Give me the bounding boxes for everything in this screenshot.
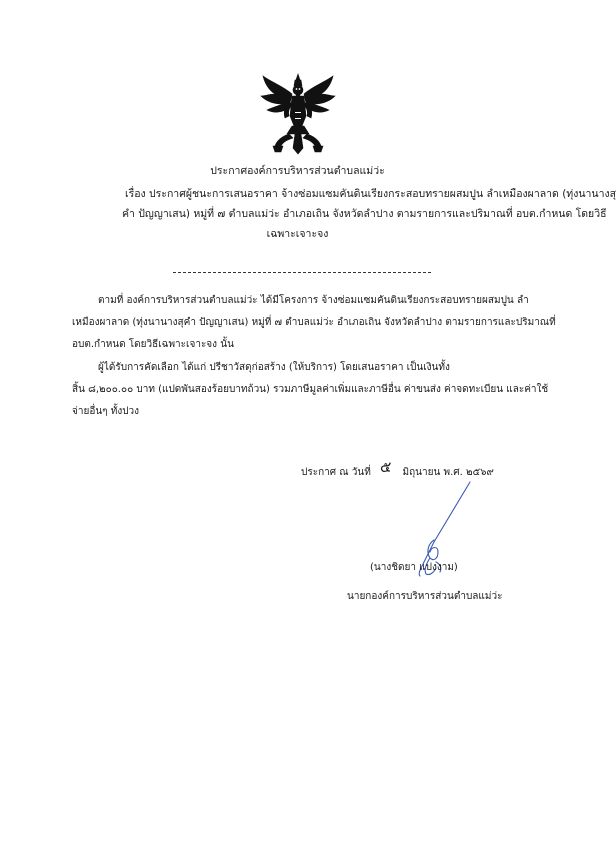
- paragraph-2-line-2: สิ้น ๘,๒๐๐.๐๐ บาท (แปดพันสองร้อยบาทถ้วน) รวมภาษีมูลค่าเพิ่มและภาษีอื่น ค่าขนส่ง ค่าจดทะเบียน และค่าใช้: [72, 384, 549, 395]
- paragraph-1-line-2: เหมืองผาลาด (ทุ่งนานางสุคำ ปัญญาเสน) หมู่ที่ ๗ ตำบลแม่ว่ะ อำเภอเถิน จังหวัดลำปาง ตามรายการและปริมาณที่: [72, 317, 556, 328]
- signer-position: นายกองค์การบริหารส่วนตำบลแม่ว่ะ: [347, 591, 503, 602]
- garuda-emblem-icon: [259, 72, 337, 156]
- subject-line-2: คำ ปัญญาเสน) หมู่ที่ ๗ ตำบลแม่ว่ะ อำเภอเถิน จังหวัดลำปาง ตามรายการและปริมาณที่ อบต.กำหนด โดยวิธี: [122, 208, 607, 220]
- paragraph-1-line-1: ตามที่ องค์การบริหารส่วนตำบลแม่ว่ะ ได้มีโครงการ จ้างซ่อมแซมคันดินเรียงกระสอบทรายผสมปูน ลำ: [98, 295, 529, 306]
- date-day-handwritten: ๕: [379, 458, 392, 476]
- date-month-year: มิถุนายน พ.ศ. ๒๕๖๙: [402, 467, 494, 478]
- paragraph-2-line-1: ผู้ได้รับการคัดเลือก ได้แก่ ปรีชาวัสดุก่อสร้าง (ให้บริการ) โดยเสนอราคา เป็นเงินทั้ง: [98, 362, 450, 373]
- paragraph-2: [72, 357, 558, 423]
- subject-block: [122, 184, 616, 244]
- subject-line-3: เฉพาะเจาะจง: [266, 228, 329, 240]
- paragraph-1-line-3: อบต.กำหนด โดยวิธีเฉพาะเจาะจง นั้น: [72, 339, 234, 350]
- section-divider: [173, 272, 431, 273]
- paragraph-1: [72, 290, 558, 356]
- paragraph-2-line-3: จ่ายอื่นๆ ทั้งปวง: [72, 406, 140, 417]
- subject-line-1: เรื่อง ประกาศผู้ชนะการเสนอราคา จ้างซ่อมแซมคันดินเรียงกระสอบทรายผสมปูน ลำเหมืองผาลาด (ทุ่งนานางสุ: [125, 188, 616, 200]
- signer-name: (นางชิดยา แปงงาม): [370, 562, 458, 573]
- announcement-title: ประกาศองค์การบริหารส่วนตำบลแม่ว่ะ: [210, 165, 385, 177]
- date-prefix: ประกาศ ณ วันที่: [301, 467, 371, 478]
